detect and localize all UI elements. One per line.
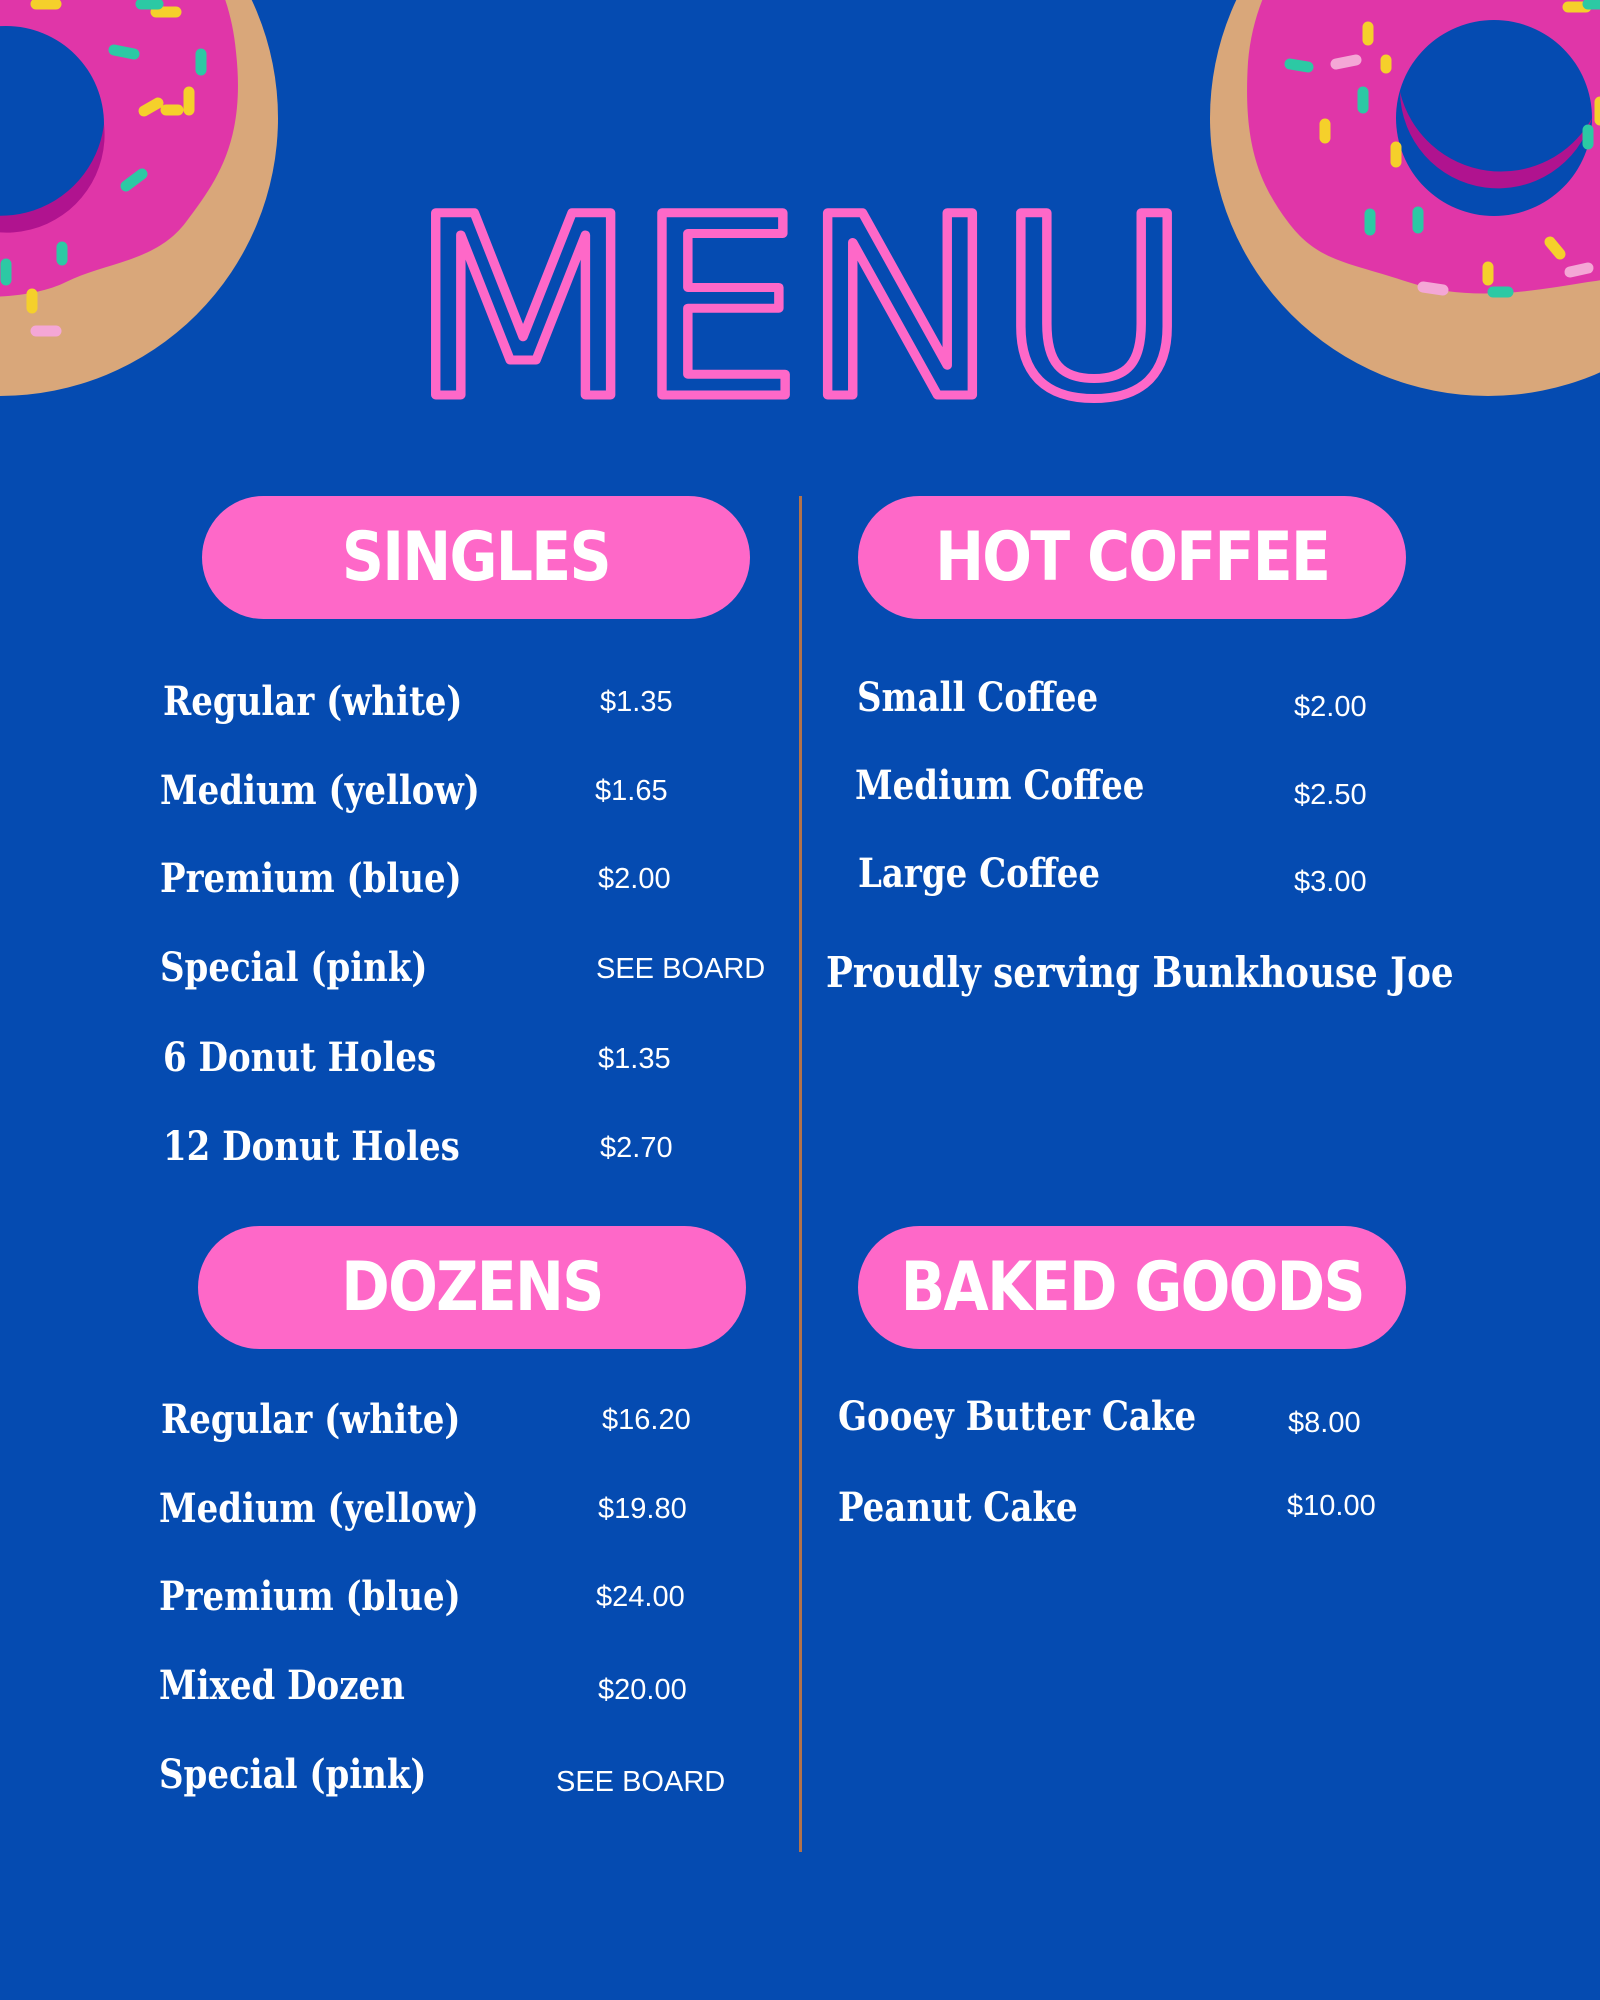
menu-item-name: Gooey Butter Cake — [838, 1393, 1197, 1440]
menu-item-name: Large Coffee — [858, 850, 1101, 897]
page-title — [405, 190, 1195, 410]
menu-item-name: Medium Coffee — [855, 762, 1145, 809]
section-title-singles: SINGLES — [341, 518, 611, 597]
menu-item-price: SEE BOARD — [556, 1766, 726, 1798]
coffee-note: Proudly serving Bunkhouse Joe — [826, 948, 1454, 997]
menu-item-name: 12 Donut Holes — [163, 1123, 460, 1170]
menu-item-name: Medium (yellow) — [160, 767, 480, 814]
menu-item-price: SEE BOARD — [596, 953, 766, 985]
section-header-singles — [202, 496, 750, 619]
section-title-baked-goods: BAKED GOODS — [900, 1248, 1364, 1327]
menu-item-name: Premium (blue) — [160, 855, 462, 902]
menu-item-name: Regular (white) — [161, 1396, 461, 1443]
column-divider — [799, 496, 802, 1852]
menu-item-price: $2.50 — [1294, 779, 1367, 811]
section-title-dozens: DOZENS — [341, 1248, 603, 1327]
menu-item-price: $2.00 — [598, 863, 671, 895]
menu-item-name: 6 Donut Holes — [163, 1034, 437, 1081]
menu-item-price: $19.80 — [598, 1493, 687, 1525]
menu-item-name: Medium (yellow) — [159, 1485, 479, 1532]
menu-item-price: $1.35 — [598, 1043, 671, 1075]
menu-item-name: Special (pink) — [159, 1751, 427, 1798]
menu-item-name: Special (pink) — [160, 944, 428, 991]
menu-item-name: Regular (white) — [163, 678, 463, 725]
menu-item-price: $2.70 — [600, 1132, 673, 1164]
menu-item-price: $2.00 — [1294, 691, 1367, 723]
menu-item-price: $10.00 — [1287, 1490, 1376, 1522]
menu-item-price: $1.65 — [595, 775, 668, 807]
section-header-baked-goods — [858, 1226, 1406, 1349]
page-title-text: MENU — [410, 190, 1190, 410]
menu-item-name: Premium (blue) — [159, 1573, 461, 1620]
menu-item-price: $8.00 — [1288, 1407, 1361, 1439]
section-header-hot-coffee — [858, 496, 1406, 619]
menu-item-price: $1.35 — [600, 686, 673, 718]
menu-item-price: $16.20 — [602, 1404, 691, 1436]
section-header-dozens — [198, 1226, 746, 1349]
menu-item-name: Peanut Cake — [838, 1484, 1078, 1531]
menu-item-price: $20.00 — [598, 1674, 687, 1706]
menu-item-price: $3.00 — [1294, 866, 1367, 898]
section-title-hot-coffee: HOT COFFEE — [934, 518, 1330, 597]
menu-item-name: Mixed Dozen — [159, 1662, 405, 1709]
donut-icon-left — [0, 0, 396, 412]
menu-item-name: Small Coffee — [857, 674, 1099, 721]
donut-icon-right — [1208, 0, 1600, 412]
menu-item-price: $24.00 — [596, 1581, 685, 1613]
